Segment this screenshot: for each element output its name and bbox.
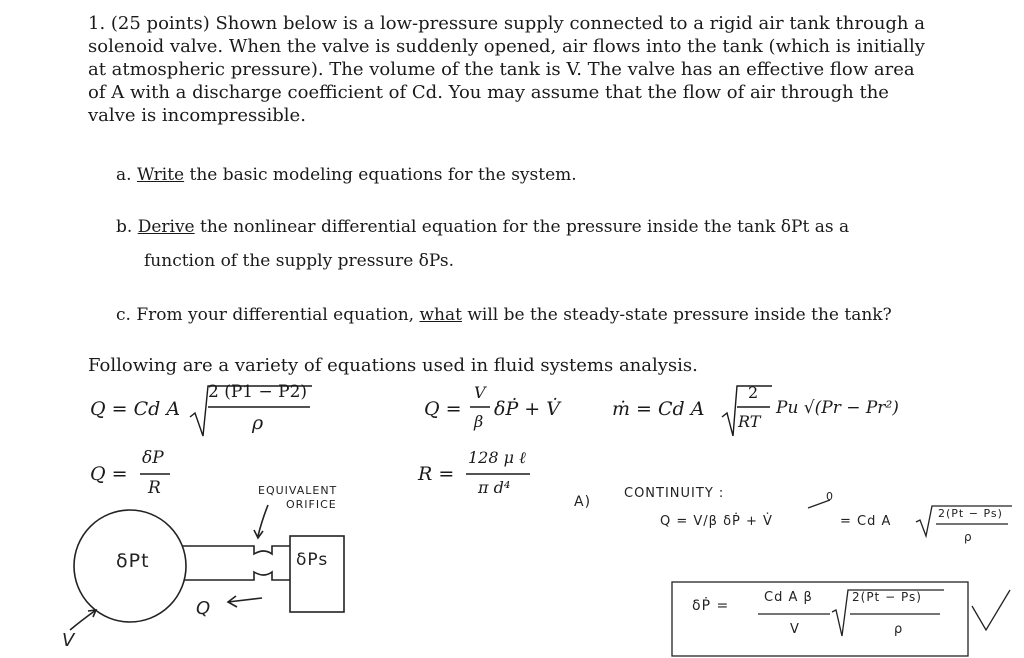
pipe-lower [184, 572, 290, 580]
sqrt-symbol [190, 386, 312, 436]
volume-pointer-arrow [70, 610, 96, 630]
item-c-text: will be the steady-state pressure inside the tank? [461, 305, 892, 325]
mass-flow-equation-lhs: ṁ = Cd A [612, 398, 705, 420]
supply-pressure-label: δPs [296, 550, 329, 570]
item-c-pre: From your differential equation, [136, 305, 420, 325]
orifice-equation-lhs: Q = Cd A [90, 398, 181, 420]
tank-pressure-label: δPt [116, 550, 150, 572]
mass-flow-equation-rhs: Pu √(Pr − Pr²) [776, 398, 899, 418]
hand-result-den: V [790, 622, 800, 637]
orifice-equation-numerator: 2 (P1 − P2) [208, 382, 308, 402]
tank-circle [74, 510, 186, 622]
hand-continuity-right: = Cd A [840, 514, 892, 529]
resistance-flow-equation-den: R [148, 478, 161, 498]
pipe-upper [182, 546, 290, 554]
hand-continuity-left: Q = V/β δṖ + V̇ [660, 514, 773, 529]
capacitance-equation-den: β [474, 412, 484, 431]
laminar-resistance-num: 128 μ ℓ [468, 448, 526, 467]
problem-line: valve is incompressible. [88, 105, 306, 126]
problem-line: of A with a discharge coefficient of Cd. You may assume that the flow of air through the [88, 82, 889, 103]
result-box [672, 582, 968, 656]
problem-line: at atmospheric pressure). The volume of the tank is V. The valve has an effective flow area [88, 59, 915, 80]
hand-part-label: A) [574, 494, 592, 510]
capacitance-equation-rhs: δṖ + V̇ [494, 398, 560, 420]
item-a-text: the basic modeling equations for the system. [184, 165, 577, 185]
hand-result-root-den: ρ [894, 622, 904, 637]
item-a-label: a. [116, 165, 132, 185]
item-b-text: the nonlinear differential equation for the pressure inside the tank δPt as a [194, 217, 850, 237]
sqrt-symbol [722, 386, 772, 436]
sqrt-symbol [832, 590, 944, 636]
flow-label: Q [196, 598, 212, 619]
hand-continuity-heading: CONTINUITY : [624, 486, 725, 501]
laminar-resistance-den: π d⁴ [478, 478, 511, 497]
hand-continuity-root-num: 2(Pt − Ps) [938, 507, 1003, 520]
capacitance-equation-num: V [474, 383, 486, 402]
resistance-flow-equation-lhs: Q = [90, 463, 128, 485]
volume-label: V [62, 630, 76, 651]
capacitance-equation-lhs: Q = [424, 398, 462, 420]
item-b-verb: Derive [137, 217, 195, 237]
hand-result-num: Cd A β [764, 590, 813, 605]
item-a-verb: Write [136, 165, 185, 185]
checkmark-icon [972, 590, 1010, 630]
sqrt-symbol [916, 506, 1012, 536]
hand-result-lhs: δṖ = [692, 598, 730, 614]
item-c-verb: what [419, 305, 462, 325]
problem-line: solenoid valve. When the valve is suddenly opened, air flows into the tank (which is initially [88, 36, 925, 57]
hand-continuity-zero: 0 [826, 490, 834, 503]
equivalent-orifice-label: EQUIVALENT [258, 484, 338, 497]
supply-box [290, 536, 344, 612]
hand-continuity-root-den: ρ [964, 530, 973, 544]
laminar-resistance-lhs: R = [418, 463, 455, 485]
item-b-continued: function of the supply pressure δPs. [144, 251, 455, 271]
mass-flow-equation-num: 2 [748, 383, 759, 402]
hand-result-root-num: 2(Pt − Ps) [852, 590, 922, 604]
equations-intro: Following are a variety of equations used in fluid systems analysis. [88, 355, 698, 376]
resistance-flow-equation-num: δP [142, 448, 164, 468]
mass-flow-equation-den: RT [738, 412, 761, 431]
item-b-label: b. [116, 217, 133, 237]
problem-line: 1. (25 points) Shown below is a low-pressure supply connected to a rigid air tank through a [88, 13, 925, 34]
item-c-label: c. [116, 305, 131, 325]
zero-strike [808, 500, 830, 508]
equivalent-orifice-label-2: ORIFICE [286, 498, 337, 511]
orifice-equation-denominator: ρ [252, 412, 264, 434]
